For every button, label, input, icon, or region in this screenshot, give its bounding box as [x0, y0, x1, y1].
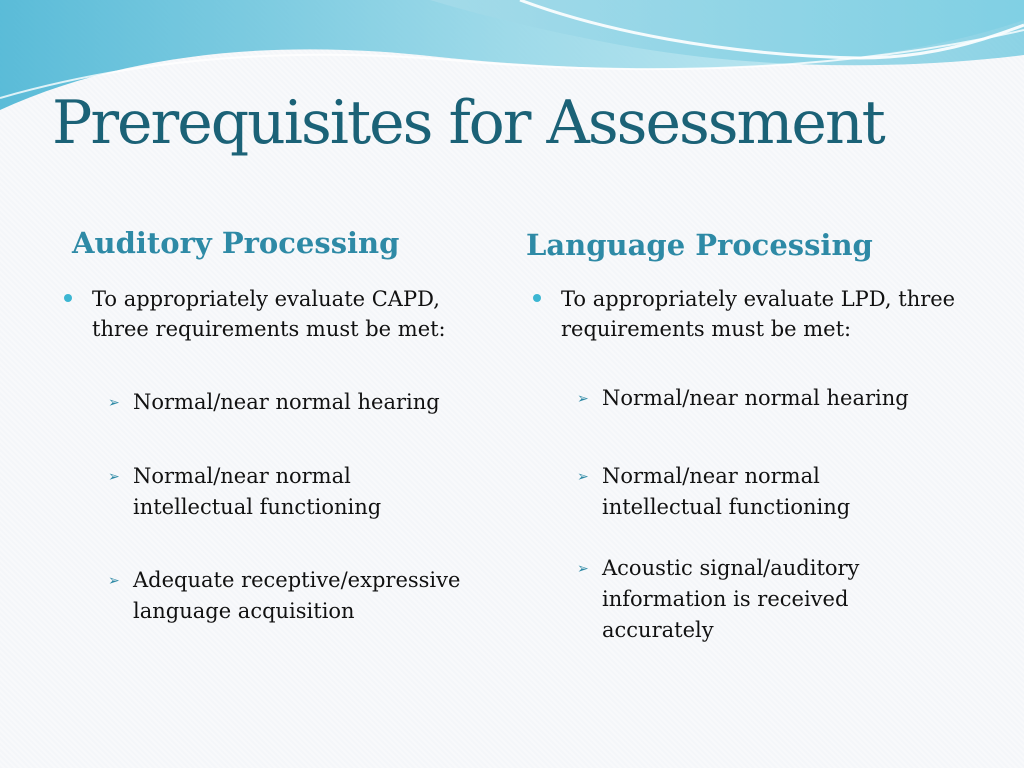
capd-requirement-1: Normal/near normal hearing: [133, 390, 440, 414]
capd-requirement-2: Normal/near normal intellectual functioning: [133, 464, 382, 519]
arrow-bullet-icon: ➢: [577, 391, 589, 407]
heading-auditory-processing: Auditory Processing: [72, 226, 400, 260]
lpd-requirement-3: Acoustic signal/auditory information is received accurately: [602, 556, 860, 642]
arrow-bullet-icon: ➢: [108, 469, 120, 485]
capd-requirement-3: Adequate receptive/expressive language acquisition: [133, 568, 461, 623]
arrow-bullet-icon: ➢: [108, 573, 120, 589]
bullet-dot-icon: [64, 294, 72, 302]
arrow-bullet-icon: ➢: [108, 395, 120, 411]
arrow-bullet-icon: ➢: [577, 561, 589, 577]
heading-language-processing: Language Processing: [526, 228, 873, 262]
bullet-dot-icon: [533, 294, 541, 302]
slide-title: Prerequisites for Assessment: [52, 88, 884, 158]
capd-intro: To appropriately evaluate CAPD, three requirements must be met:: [92, 287, 446, 341]
lpd-requirement-2: Normal/near normal intellectual functioning: [602, 464, 851, 519]
lpd-requirement-1: Normal/near normal hearing: [602, 386, 909, 410]
lpd-intro: To appropriately evaluate LPD, three requirements must be met:: [561, 287, 956, 341]
arrow-bullet-icon: ➢: [577, 469, 589, 485]
